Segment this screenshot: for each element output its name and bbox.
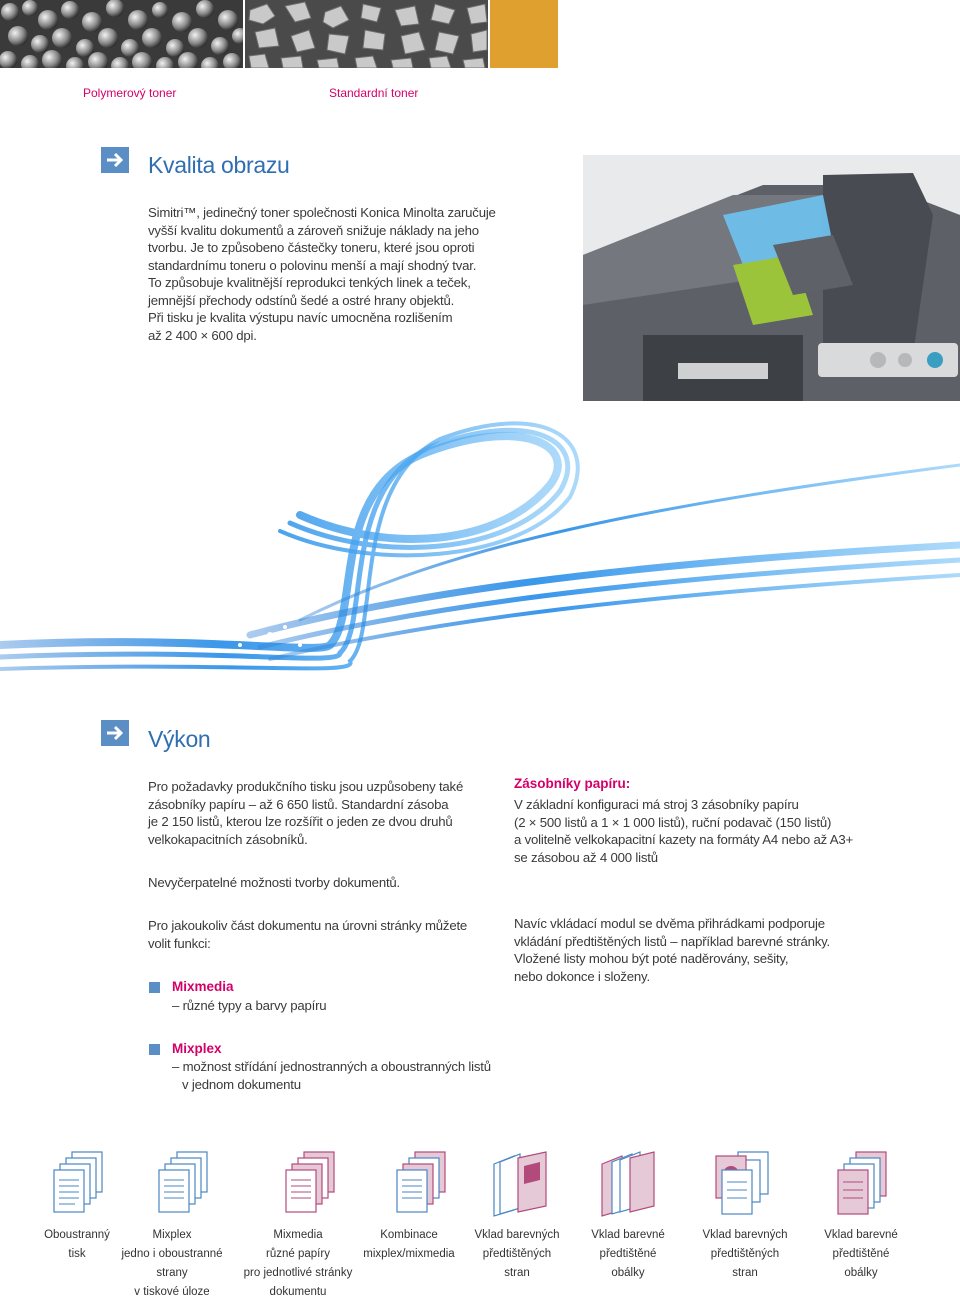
trays-paragraph — [514, 796, 854, 866]
label-line: předtištěných — [710, 1248, 780, 1260]
mixplex-stack-icon — [155, 1150, 215, 1218]
label-line: obálky — [611, 1267, 645, 1279]
light-swirl-graphic — [0, 395, 960, 695]
quality-line: jemnější přechody odstínů šedé a ostré hrany objektů. — [148, 292, 455, 308]
quality-line: Simitri™, jedinečný toner společnosti Konica Minolta zaručuje — [148, 205, 496, 220]
functions-intro — [148, 917, 488, 952]
icon-label-insert-covers-1 — [569, 1226, 687, 1283]
mixplex-line: v jednom dokumentu — [182, 1076, 301, 1092]
quality-line: až 2 400 × 600 dpi. — [148, 327, 257, 343]
functions-line: volit funkci: — [148, 935, 211, 951]
polymer-toner-caption: Polymerový toner — [83, 86, 177, 100]
mixplex-desc — [172, 1058, 492, 1093]
label-line: různé papíry — [266, 1248, 330, 1260]
performance-paragraph — [148, 778, 488, 848]
polymer-toner-photo — [0, 0, 243, 68]
quality-heading: Kvalita obrazu — [148, 152, 290, 178]
section-arrow-icon — [101, 720, 129, 746]
label-line: jedno i oboustranné — [121, 1248, 223, 1260]
label-line: předtištěné — [832, 1248, 890, 1260]
trays-line: se zásobou až 4 000 listů — [514, 849, 658, 865]
label-line: Vklad barevných — [474, 1229, 560, 1241]
label-line: obálky — [844, 1267, 878, 1279]
insert-line: Vložené listy mohou být poté naděrovány, sešity, — [514, 951, 789, 966]
trays-line: V základní konfiguraci má stroj 3 zásobníky papíru — [514, 797, 799, 812]
label-line: předtištěných — [482, 1248, 552, 1260]
label-line: mixplex/mixmedia — [363, 1248, 455, 1260]
icon-label-insert-pages-1 — [458, 1226, 576, 1283]
orange-block — [490, 0, 558, 68]
label-line: strany — [156, 1267, 188, 1279]
quality-line: Při tisku je kvalita výstupu navíc umocněna rozlišením — [148, 310, 453, 325]
insert-line: Navíc vkládací modul se dvěma přihrádkami podporuje — [514, 916, 825, 931]
label-line: Kombinace — [380, 1229, 438, 1241]
insert-preprinted-covers-icon — [598, 1150, 660, 1218]
functions-line: Pro jakoukoliv část dokumentu na úrovni stránky můžete — [148, 918, 468, 933]
insert-preprinted-pages-icon-2 — [712, 1150, 774, 1218]
mixmedia-desc: – různé typy a barvy papíru — [172, 998, 327, 1013]
icon-insert-covers-2 — [832, 1150, 894, 1223]
label-line: Mixmedia — [273, 1229, 323, 1241]
quality-line: standardnímu toneru o polovinu menší a mají shodný tvar. — [148, 257, 477, 273]
duplex-stack-icon — [50, 1150, 110, 1218]
label-line: stran — [732, 1267, 758, 1279]
trays-line: a volitelně velkokapacitní kazety na formáty A4 nebo až A3+ — [514, 832, 853, 847]
insert-module-paragraph — [514, 915, 854, 985]
bullet-square — [149, 982, 160, 993]
performance-line: zásobníky papíru – až 6 650 listů. Standardní zásoba — [148, 796, 449, 812]
performance-line: velkokapacitních zásobníků. — [148, 831, 308, 847]
icon-label-mixplex — [113, 1226, 231, 1302]
mixplex-title: Mixplex — [172, 1041, 222, 1056]
label-line: dokumentu — [269, 1286, 327, 1298]
icon-stack-mixplex — [155, 1150, 215, 1223]
quality-line: vyšší kvalitu dokumentů a zároveň snižuje náklady na jeho — [148, 222, 479, 238]
label-line: Vklad barevných — [702, 1229, 788, 1241]
quality-paragraph — [148, 204, 568, 344]
label-line: tisk — [68, 1248, 86, 1260]
icon-insert-covers-1 — [598, 1150, 660, 1223]
performance-line: je 2 150 listů, kterou lze rozšířit o jeden ze dvou druhů — [148, 814, 453, 829]
performance-line: Pro požadavky produkčního tisku jsou uzpůsobeny také — [148, 779, 464, 794]
icon-label-combination — [350, 1226, 468, 1264]
combination-stack-icon — [393, 1150, 453, 1218]
icon-stack-combination — [393, 1150, 453, 1223]
insert-line: vkládání předtištěných listů – například barevné stránky. — [514, 933, 831, 949]
bullet-square — [149, 1044, 160, 1055]
mixplex-line: – možnost střídání jednostranných a oboustranných listů — [172, 1059, 491, 1074]
insert-preprinted-pages-icon — [490, 1150, 552, 1218]
mixmedia-title: Mixmedia — [172, 979, 234, 994]
label-line: Vklad barevné — [591, 1229, 665, 1241]
trays-line: (2 × 500 listů a 1 × 1 000 listů), ruční podavač (150 listů) — [514, 814, 832, 830]
mixmedia-stack-icon — [282, 1150, 342, 1218]
label-line: Mixplex — [152, 1229, 192, 1241]
performance-heading: Výkon — [148, 726, 211, 752]
icon-insert-pages-1 — [490, 1150, 552, 1223]
insert-preprinted-covers-icon-2 — [832, 1150, 894, 1218]
section-arrow-icon — [101, 147, 129, 173]
icon-stack-duplex — [50, 1150, 110, 1223]
unlimited-possibilities-text: Nevyčerpatelné možnosti tvorby dokumentů. — [148, 875, 401, 890]
icon-label-insert-pages-2 — [686, 1226, 804, 1283]
icon-label-mixmedia — [239, 1226, 357, 1302]
label-line: Oboustranný — [44, 1229, 110, 1241]
label-line: stran — [504, 1267, 530, 1279]
trays-heading: Zásobníky papíru: — [514, 776, 631, 791]
label-line: Vklad barevné — [824, 1229, 898, 1241]
printer-output-tray-photo — [583, 155, 960, 401]
standard-toner-caption: Standardní toner — [329, 86, 419, 100]
label-line: v tiskové úloze — [134, 1286, 210, 1298]
insert-line: nebo dokonce i složeny. — [514, 968, 650, 984]
icon-insert-pages-2 — [712, 1150, 774, 1223]
quality-line: tvorbu. Je to způsobeno částečky toneru, které jsou oproti — [148, 240, 475, 255]
label-line: pro jednotlivé stránky — [243, 1267, 353, 1279]
icon-label-insert-covers-2 — [802, 1226, 920, 1283]
label-line: předtištěné — [599, 1248, 657, 1260]
quality-line: To způsobuje kvalitnější reprodukci tenkých linek a teček, — [148, 275, 471, 290]
icon-stack-mixmedia — [282, 1150, 342, 1223]
standard-toner-photo — [245, 0, 488, 68]
